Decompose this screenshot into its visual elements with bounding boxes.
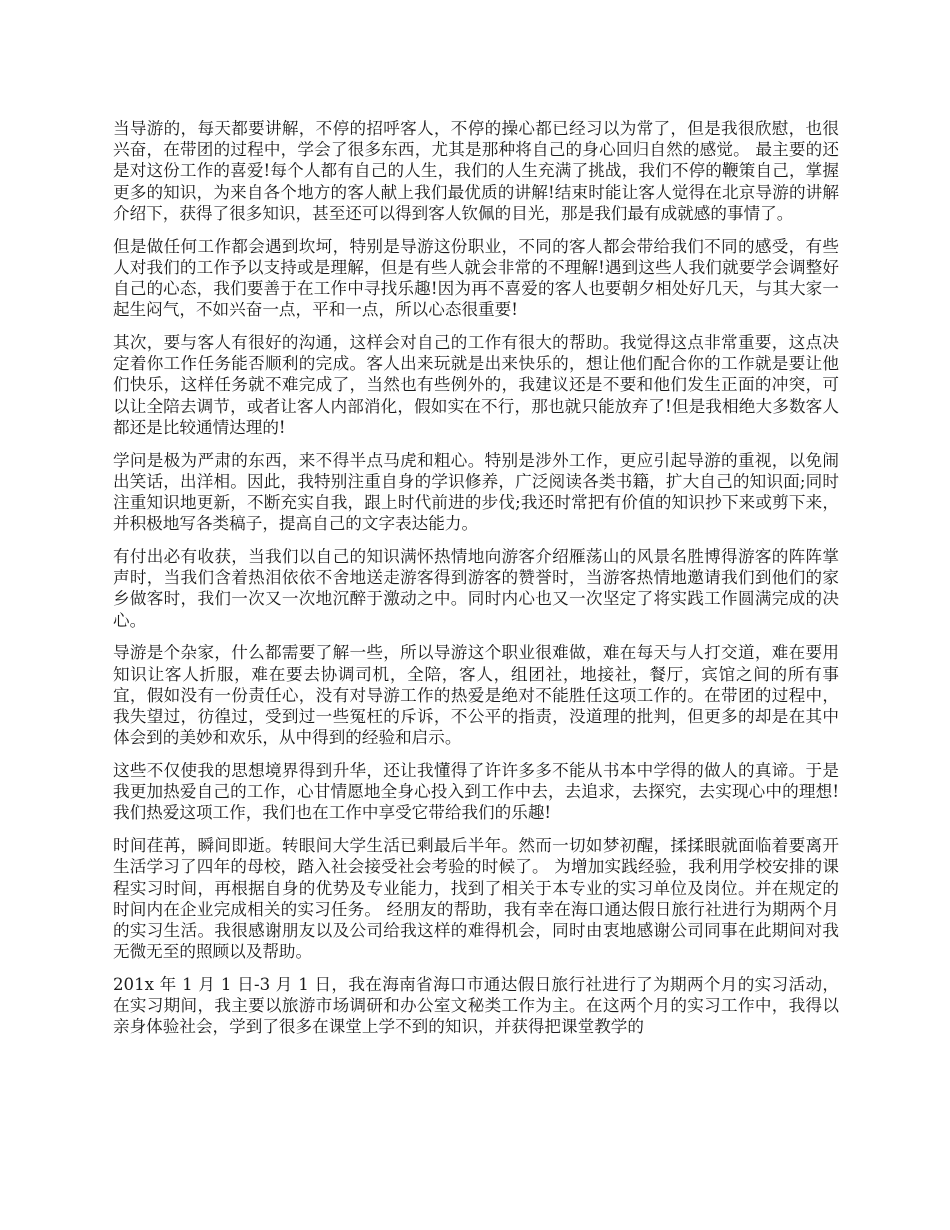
paragraph-7: 这些不仅使我的思想境界得到升华，还让我懂得了许许多多不能从书本中学得的做人的真谛。于是我更加热爱自己的工作，心甘情愿地全身心投入到工作中去，去追求，去探究，去实现心中的理想!我们热爱这项工作，我们也在工作中享受它带给我们的乐趣!: [113, 761, 839, 823]
paragraph-5: 有付出必有收获，当我们以自己的知识满怀热情地向游客介绍雁荡山的风景名胜博得游客的阵阵掌声时，当我们含着热泪依依不舍地送走游客得到游客的赞誉时，当游客热情地邀请我们到他们的家乡做客时，我们一次又一次地沉醉于激动之中。同时内心也又一次坚定了将实践工作圆满完成的决心。: [113, 547, 839, 630]
paragraph-9: 201x 年 1 月 1 日-3 月 1 日，我在海南省海口市通达假日旅行社进行了为期两个月的实习活动，在实习期间，我主要以旅游市场调研和办公室文秘类工作为主。在这两个月的实习工作中，我得以亲身体验社会，学到了很多在课堂上学不到的知识，并获得把课堂教学的: [113, 975, 839, 1037]
paragraph-4: 学问是极为严肃的东西，来不得半点马虎和粗心。特别是涉外工作，更应引起导游的重视，以免闹出笑话，出洋相。因此，我特别注重自身的学识修养，广泛阅读各类书籍，扩大自己的知识面;同时注重知识地更新，不断充实自我，跟上时代前进的步伐;我还时常把有价值的知识抄下来或剪下来，并积极地写各类稿子，提高自己的文字表达能力。: [113, 450, 839, 534]
paragraph-8: 时间荏苒，瞬间即逝。转眼间大学生活已剩最后半年。然而一切如梦初醒，揉揉眼就面临着要离开生活学习了四年的母校，踏入社会接受社会考验的时候了。 为增加实践经验，我利用学校安排的课程实习时间，再根据自身的优势及专业能力，找到了相关于本专业的实习单位及岗位。并在规定的时间内在企业完成相关的实习任务。 经朋友的帮助，我有幸在海口通达假日旅行社进行为期两个月的实习生活。我很感谢朋友以及公司给我这样的难得机会，同时由衷地感谢公司同事在此期间对我无微无至的照顾以及帮助。: [113, 836, 839, 962]
document-body: [113, 118, 839, 1049]
paragraph-2: 但是做任何工作都会遇到坎坷，特别是导游这份职业，不同的客人都会带给我们不同的感受，有些人对我们的工作予以支持或是理解，但是有些人就会非常的不理解!遇到这些人我们就要学会调整好自己的心态，我们要善于在工作中寻找乐趣!因为再不喜爱的客人也要朝夕相处好几天，与其大家一起生闷气，不如兴奋一点，平和一点，所以心态很重要!: [113, 236, 839, 320]
paragraph-1: 当导游的，每天都要讲解，不停的招呼客人，不停的操心都已经习以为常了，但是我很欣慰，也很兴奋，在带团的过程中，学会了很多东西，尤其是那种将自己的身心回归自然的感觉。 最主要的还是对这份工作的喜爱!每个人都有自己的人生，我们的人生充满了挑战，我们不停的鞭策自己，掌握更多的知识，为来自各个地方的客人献上我们最优质的讲解!结束时能让客人觉得在北京导游的讲解介绍下，获得了很多知识，甚至还可以得到客人钦佩的目光，那是我们最有成就感的事情了。: [113, 119, 839, 223]
paragraph-3: 其次，要与客人有很好的沟通，这样会对自己的工作有很大的帮助。我觉得这点非常重要，这点决定着你工作任务能否顺利的完成。客人出来玩就是出来快乐的，想让他们配合你的工作就是要让他们快乐，这样任务就不难完成了，当然也有些例外的，我建议还是不要和他们发生正面的冲突，可以让全陪去调节，或者让客人内部消化，假如实在不行，那也就只能放弃了!但是我相绝大多数客人都还是比较通情达理的!: [113, 333, 839, 437]
paragraph-6: 导游是个杂家，什么都需要了解一些，所以导游这个职业很难做，难在每天与人打交道，难在要用知识让客人折服，难在要去协调司机，全陪，客人，组团社，地接社，餐厅，宾馆之间的所有事宜，假如没有一份责任心，没有对导游工作的热爱是绝对不能胜任这项工作的。在带团的过程中，我失望过，彷徨过，受到过一些冤枉的斥诉，不公平的指责，没道理的批判，但更多的却是在其中体会到的美妙和欢乐，从中得到的经验和启示。: [113, 643, 839, 748]
